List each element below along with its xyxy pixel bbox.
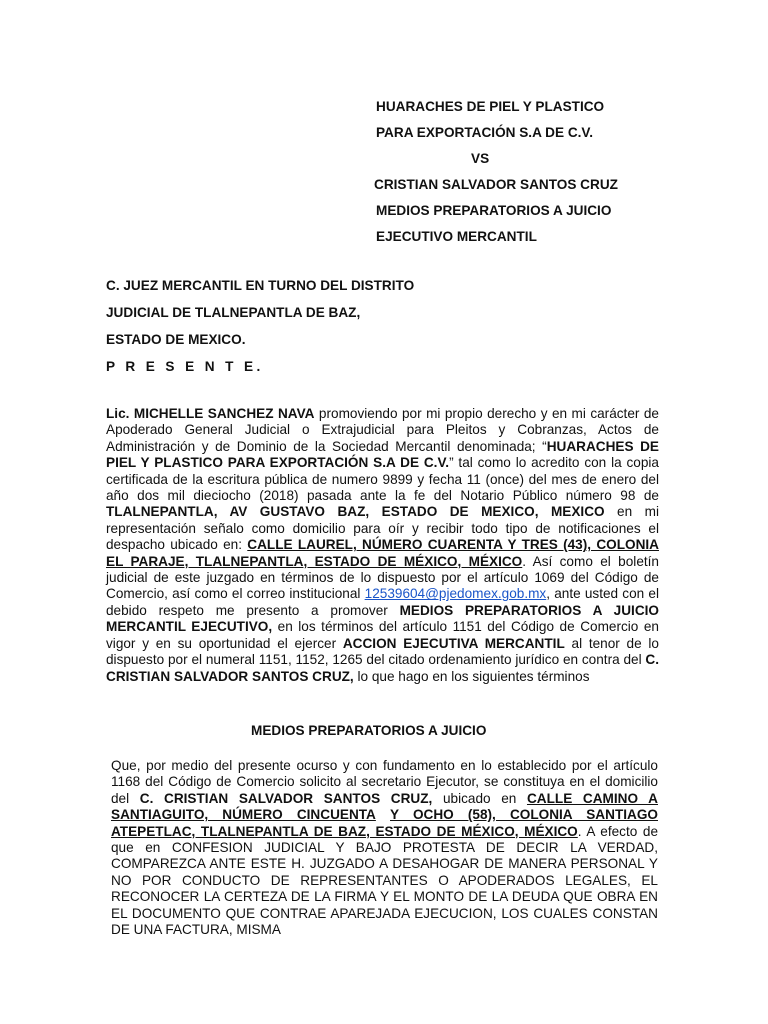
intro-paragraph xyxy=(106,406,659,685)
para1-text-6: en los términos del artículo 1151 del Código de Comercio en vigor y en su oportunidad el ejercer xyxy=(106,619,659,651)
para2-text-2: ubicado en xyxy=(432,790,527,806)
defendant-name: C. CRISTIAN SALVADOR SANTOS CRUZ, xyxy=(106,652,659,684)
office-address-2: EL PARAJE, TLALNEPANTLA, ESTADO DE MÉXICO, MÉXICO xyxy=(106,553,523,569)
para1-text-4: . Así como el boletín judicial de este juzgado en términos de lo dispuesto por el artículo 1069 del Código de Comercio, así como el correo institucional xyxy=(106,553,659,602)
notary-location: TLALNEPANTLA, AV GUSTAVO BAZ, ESTADO DE MEXICO, MEXICO xyxy=(106,504,605,520)
addressee-line-2: JUDICIAL DE TLALNEPANTLA DE BAZ, xyxy=(106,305,361,320)
section-heading: MEDIOS PREPARATORIOS A JUICIO xyxy=(251,723,487,738)
para1-text-5: , ante usted con el debido respeto me presento a promover xyxy=(106,586,659,618)
caption-defendant: CRISTIAN SALVADOR SANTOS CRUZ xyxy=(374,177,618,192)
para2-defendant-name: C. CRISTIAN SALVADOR SANTOS CRUZ, xyxy=(139,790,433,806)
para2-text-1: Que, por medio del presente ocurso y con fundamento en lo establecido por el artículo 1168 del Código de Comercio solicito al secretario Ejecutor, se constituya en el domicilio del xyxy=(111,758,658,806)
office-address-1: CALLE LAUREL, NÚMERO CUARENTA Y TRES (43), COLONIA xyxy=(247,537,659,553)
caption-plaintiff-line-2: PARA EXPORTACIÓN S.A DE C.V. xyxy=(376,125,594,140)
addressee-line-3: ESTADO DE MEXICO. xyxy=(106,332,246,347)
para1-text-3: en mi representación señalo como domicilio para oír y recibir todo tipo de notificaciones el despacho ubicado en: xyxy=(106,504,659,553)
case-caption xyxy=(376,94,696,250)
caption-matter-line-2: EJECUTIVO MERCANTIL xyxy=(376,229,537,244)
caption-vs: VS xyxy=(471,151,490,166)
para2-text-3: . A efecto de que en CONFESION JUDICIAL Y BAJO PROTESTA DE DECIR LA VERDAD, COMPAREZCA ANTE ESTE H. JUZGADO A DESAHOGAR DE MANERA PERSONAL Y NO POR CONDUCTO DE REPRESENTANTES O APODERADOS LEGALES, EL RECONOCER LA CERTEZA DE LA FIRMA Y EL MONTO DE LA DEUDA QUE OBRA EN EL DOCUMENTO QUE CONTRAE APAREJADA EJECUCION, LOS CUALES CONSTAN DE UNA FACTURA, MISMA xyxy=(111,823,658,938)
para1-text-1: promoviendo por mi propio derecho y en mi carácter de Apoderado General Judicial o Extrajudicial para Pleitos y Cobranzas, Actos de Administración y de Dominio de la Sociedad Mercantil denominada; “ xyxy=(106,406,659,454)
email-link[interactable]: 12539604@pjedomex.gob.mx xyxy=(364,586,547,602)
para1-text-8: lo que hago en los siguientes términos xyxy=(353,668,590,684)
para2-space xyxy=(376,807,390,822)
company-name: HUARACHES DE PIEL Y PLASTICO PARA EXPORTACIÓN S.A DE C.V. xyxy=(106,438,659,471)
attorney-name: Lic. MICHELLE SANCHEZ NAVA xyxy=(106,406,315,421)
addressee-line-1: C. JUEZ MERCANTIL EN TURNO DEL DISTRITO xyxy=(106,278,415,293)
para1-text-7: al tenor de lo dispuesto por el numeral 1151, 1152, 1265 del citado ordenamiento jurídico en contra del xyxy=(106,635,659,668)
caption-plaintiff-line-1: HUARACHES DE PIEL Y PLASTICO xyxy=(376,99,605,114)
action-type: ACCION EJECUTIVA MERCANTIL xyxy=(342,635,565,651)
addressee-block xyxy=(106,272,666,380)
defendant-address-1: CALLE CAMINO A SANTIAGUITO, NÚMERO CINCUENTA xyxy=(111,790,658,823)
caption-matter-line-1: MEDIOS PREPARATORIOS A JUICIO xyxy=(376,203,612,218)
para1-text-2: ” tal como lo acredito con la copia certificada de la escritura pública de numero 9899 y fecha 11 (once) del mes de enero del año dos mil dieciocho (2018) pasada ante la fe del Notario Público número 98 de xyxy=(106,455,659,504)
body-paragraph xyxy=(111,758,658,938)
proceeding-type: MEDIOS PREPARATORIOS A JUICIO MERCANTIL EJECUTIVO, xyxy=(106,602,659,635)
addressee-presente: P R E S E N T E. xyxy=(106,359,264,374)
defendant-address-2: Y OCHO (58), COLONIA SANTIAGO ATEPETLAC, TLALNEPANTLA DE BAZ, ESTADO DE MÉXICO, MÉXICO xyxy=(111,807,658,839)
